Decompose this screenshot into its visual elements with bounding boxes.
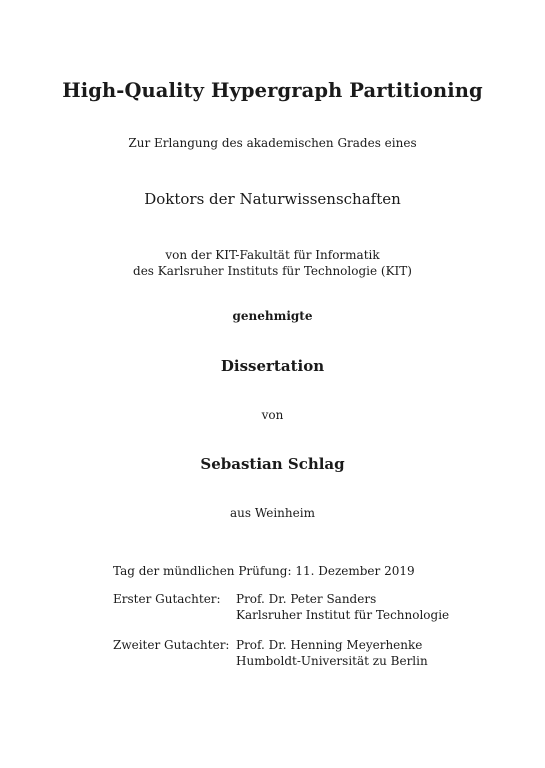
exam-date: Tag der mündlichen Prüfung: 11. Dezember 2019 [113, 564, 415, 578]
reviewer-2-role: Zweiter Gutachter: [113, 638, 230, 652]
author-name: Sebastian Schlag [200, 455, 345, 473]
faculty-line-1: von der KIT-Fakultät für Informatik [165, 248, 380, 262]
approved-label: genehmigte [232, 309, 313, 323]
author-origin: aus Weinheim [230, 506, 315, 520]
reviewer-1-role: Erster Gutachter: [113, 592, 221, 606]
reviewer-1-affiliation: Karlsruher Institut für Technologie [236, 608, 450, 622]
reviewer-2-name: Prof. Dr. Henning Meyerhenke [236, 638, 423, 652]
faculty-line-2: des Karlsruher Instituts für Technologie (KIT) [133, 264, 412, 278]
reviewer-2-affiliation: Humboldt-Universität zu Berlin [236, 654, 428, 668]
document-type: Dissertation [220, 357, 325, 375]
thesis-title: High-Quality Hypergraph Partitioning [62, 79, 483, 102]
degree-purpose: Zur Erlangung des akademischen Grades eines [128, 136, 417, 150]
by-label: von [261, 408, 284, 422]
degree-name: Doktors der Naturwissenschaften [144, 190, 401, 208]
reviewer-1-name: Prof. Dr. Peter Sanders [236, 592, 377, 606]
